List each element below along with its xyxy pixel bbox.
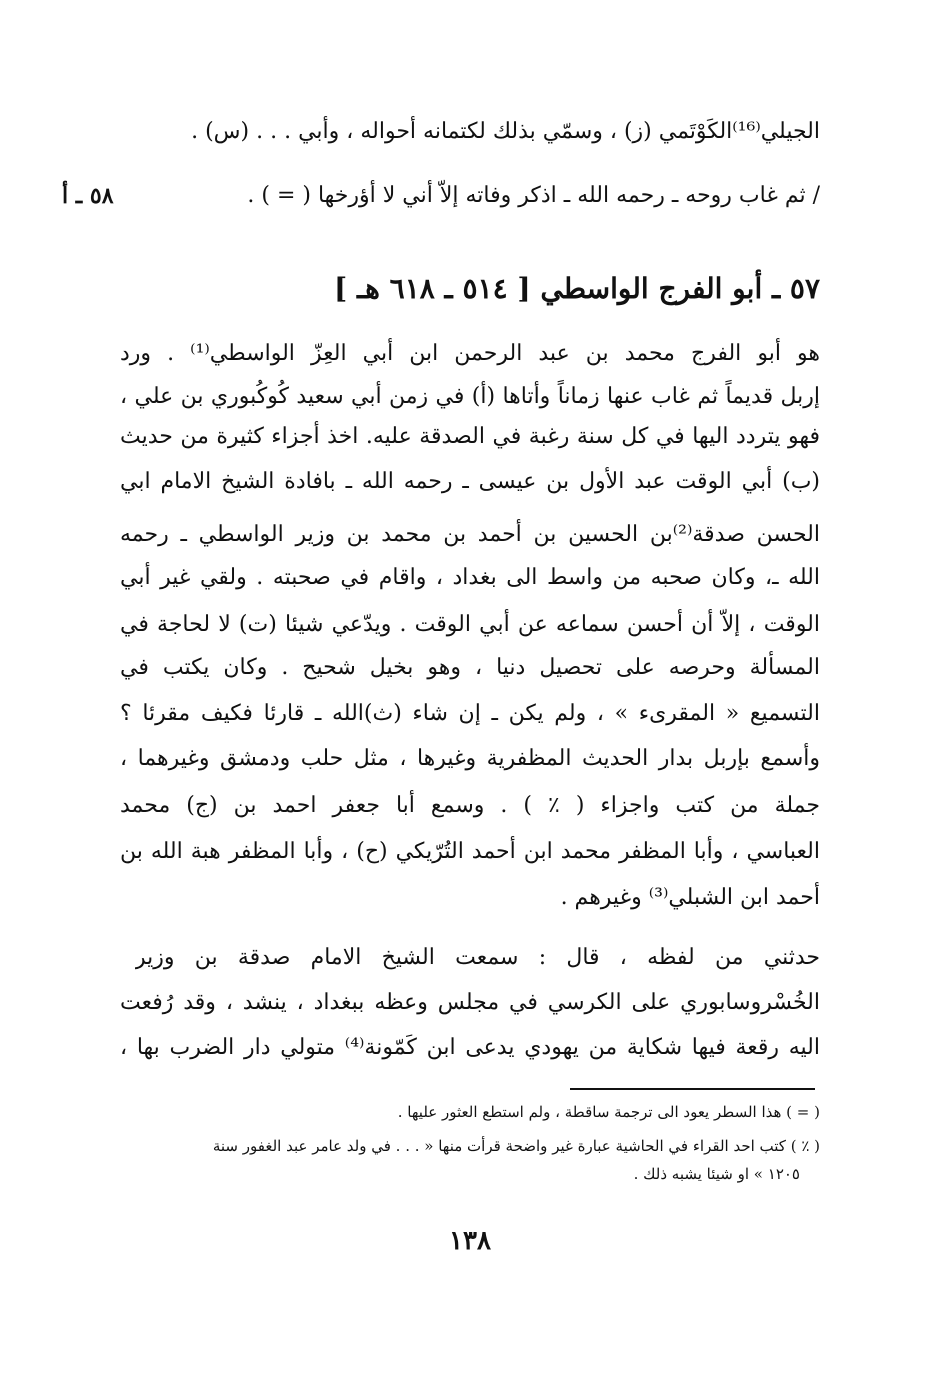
text-line: إربل قديماً ثم غاب عنها زماناً وأتاها (أ) في زمن أبي سعيد كُوكُبوري بن علي ،	[120, 384, 820, 409]
text-line: العباسي ، وأبا المظفر محمد ابن أحمد التُرّيكي (ح) ، وأبا المظفر هبة الله بن	[120, 839, 820, 864]
margin-folio-marker: ٥٨ ـ أ	[62, 183, 114, 209]
text-line: أحمد ابن الشبلي⁽³⁾ وغيرهم .	[560, 885, 820, 910]
text-line: جملة من كتب واجزاء ( ٪ ) . وسمع أبا جعفر احمد بن (ج) محمد	[120, 793, 820, 818]
text-line: الوقت ، إلاّ أن أحسن سماعه عن أبي الوقت . ويدّعي شيئا (ت) لا لحاجة في	[120, 612, 820, 637]
text-line: هو أبو الفرج محمد بن عبد الرحمن ابن أبي العِزّ الواسطي⁽¹⁾ . ورد	[120, 341, 820, 366]
footnote: ( ٪ ) كتب احد القراء في الحاشية عبارة غير واضحة قرأت منها « . . . في ولد عامر عبد الغفور سنة	[212, 1137, 820, 1155]
text-line: الله ـ، وكان صحبه من واسط الى بغداد ، واقام في صحبته . ولقي غير أبي	[120, 565, 820, 590]
text-line: اليه رقعة فيها شكاية من يهودي يدعى ابن كَمّونة⁽⁴⁾ متولي دار الضرب بها ،	[120, 1035, 820, 1060]
text-line: حدثني من لفظه ، قال : سمعت الشيخ الامام صدقة بن وزير	[135, 945, 820, 970]
text-line: فهو يتردد اليها في كل سنة رغبة في الصدقة عليه. اخذ أجزاء كثيرة من حديث	[120, 424, 820, 449]
footnote: ١٢٠٥ » او شيئا يشبه ذلك .	[633, 1165, 800, 1183]
text-line: الجيلي⁽¹⁶⁾الكَوْتَمي (ز) ، وسمّي بذلك لكتمانه أحواله ، وأبي . . . (س) .	[191, 119, 820, 144]
page-number: ١٣٨	[449, 1226, 491, 1256]
text-line: المسألة وحرصه على تحصيل دنيا ، وهو بخيل شحيح . وكان يكتب في	[120, 655, 820, 680]
text-line: الحسن صدقة⁽²⁾بن الحسين بن أحمد بن محمد بن وزير الواسطي ـ رحمه	[120, 522, 820, 547]
footnote-separator	[570, 1088, 815, 1090]
footnote: ( = ) هذا السطر يعود الى ترجمة ساقطة ، ولم استطع العثور عليها .	[397, 1103, 820, 1121]
text-line: (ب) أبي الوقت عبد الأول بن عيسى ـ رحمه الله ـ بافادة الشيخ الامام ابي	[120, 469, 820, 494]
entry-heading: ٥٧ ـ أبو الفرج الواسطي [ ٥١٤ ـ ٦١٨ هـ ]	[333, 272, 820, 305]
text-line: التسميع « المقرىء » ، ولم يكن ـ إن شاء (ث)الله ـ قارئا فكيف مقرئا ؟	[120, 701, 820, 726]
text-line: / ثم غاب روحه ـ رحمه الله ـ اذكر وفاته إلاّ أني لا أؤرخها ( = ) .	[247, 183, 820, 208]
text-line: وأسمع بإربل بدار الحديث المظفرية وغيرها ، مثل حلب ودمشق وغيرهما ،	[120, 746, 820, 771]
text-line: الخُسْروسابوري على الكرسي في مجلس وعظه ببغداد ، ينشد ، وقد رُفعت	[120, 990, 820, 1015]
